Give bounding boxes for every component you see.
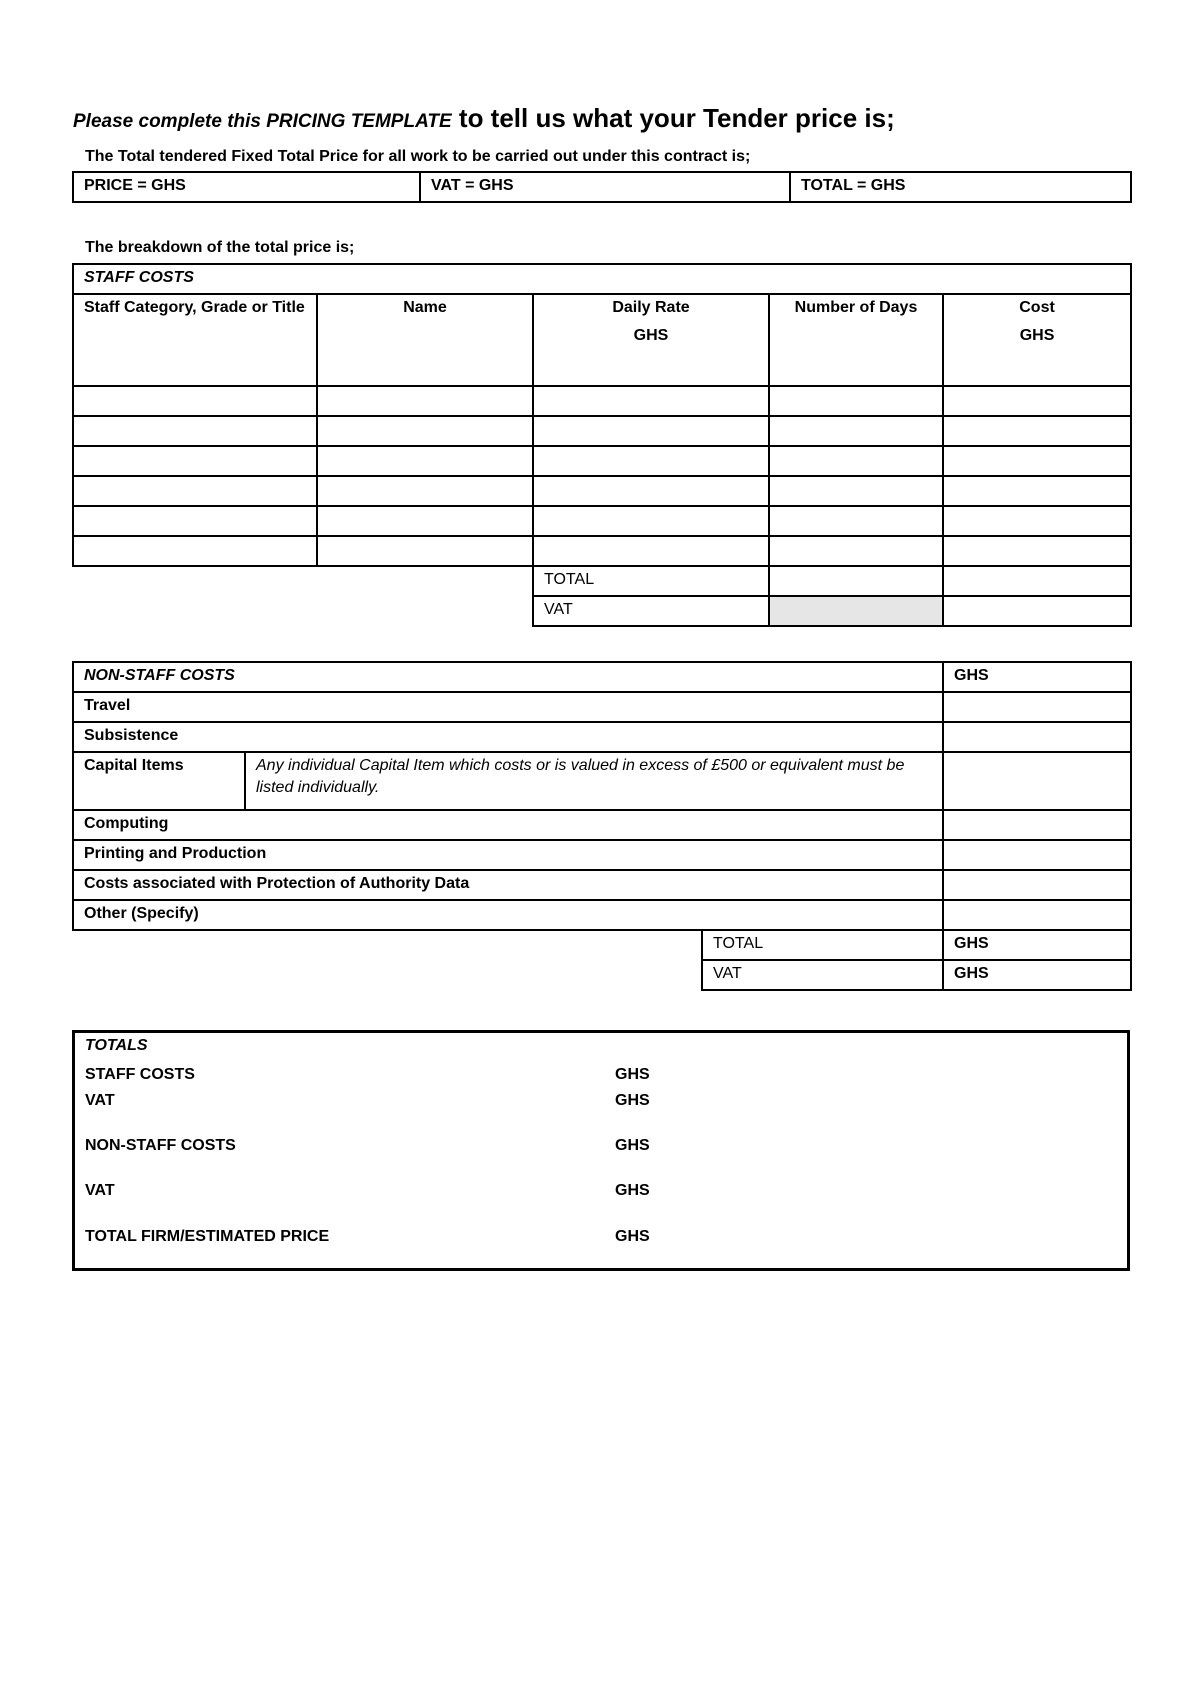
computing-label: Computing (73, 810, 943, 840)
price-field[interactable]: PRICE = GHS (73, 172, 420, 202)
totals-staff-costs-label: STAFF COSTS (85, 1066, 195, 1083)
totals-vat2-label: VAT (85, 1182, 115, 1199)
non-staff-vat-label: VAT (702, 960, 943, 990)
staff-cell-category[interactable] (73, 446, 317, 476)
staff-total-cost[interactable] (943, 566, 1131, 596)
staff-cell-cost[interactable] (943, 386, 1131, 416)
staff-row (73, 506, 1131, 536)
staff-cell-name[interactable] (317, 416, 533, 446)
staff-cell-rate[interactable] (533, 506, 769, 536)
staff-cell-rate[interactable] (533, 536, 769, 566)
staff-cell-cost[interactable] (943, 506, 1131, 536)
totals-non-staff-label: NON-STAFF COSTS (85, 1137, 236, 1154)
staff-cell-name[interactable] (317, 476, 533, 506)
staff-row (73, 536, 1131, 566)
staff-cell-name[interactable] (317, 536, 533, 566)
staff-cell-days[interactable] (769, 386, 943, 416)
staff-cell-rate[interactable] (533, 476, 769, 506)
data-protection-value[interactable] (943, 870, 1131, 900)
totals-non-staff-value[interactable]: GHS (615, 1137, 650, 1154)
staff-cell-category[interactable] (73, 476, 317, 506)
header-cost (943, 294, 1131, 386)
capital-items-value[interactable] (943, 752, 1131, 810)
staff-cell-category[interactable] (73, 416, 317, 446)
staff-vat-cost[interactable] (943, 596, 1131, 626)
vat-field[interactable]: VAT = GHS (420, 172, 790, 202)
totals-firm-price-value[interactable]: GHS (615, 1228, 650, 1245)
staff-cell-cost[interactable] (943, 416, 1131, 446)
staff-cell-cost[interactable] (943, 536, 1131, 566)
staff-cell-cost[interactable] (943, 476, 1131, 506)
cost-label: Cost (1019, 299, 1055, 316)
heading-italic: Please complete this PRICING TEMPLATE (73, 111, 452, 132)
staff-vat-shaded-cell (769, 596, 943, 626)
staff-total-days[interactable] (769, 566, 943, 596)
staff-cell-name[interactable] (317, 446, 533, 476)
subsistence-label: Subsistence (73, 722, 943, 752)
printing-value[interactable] (943, 840, 1131, 870)
other-value[interactable] (943, 900, 1131, 930)
totals-vat1-label: VAT (85, 1092, 115, 1109)
header-name: Name (317, 294, 533, 386)
non-staff-costs-table (72, 661, 1132, 991)
staff-total-label: TOTAL (533, 566, 769, 596)
subsistence-value[interactable] (943, 722, 1131, 752)
staff-cell-category[interactable] (73, 386, 317, 416)
data-protection-label: Costs associated with Protection of Authority Data (73, 870, 943, 900)
capital-items-label: Capital Items (73, 752, 245, 810)
header-category: Staff Category, Grade or Title (73, 294, 317, 386)
staff-cell-days[interactable] (769, 416, 943, 446)
daily-rate-unit: GHS (633, 327, 669, 344)
header-daily-rate (533, 294, 769, 386)
non-staff-vat-value[interactable]: GHS (943, 960, 1131, 990)
heading-main: to tell us what your Tender price is; (451, 103, 895, 133)
staff-cell-days[interactable] (769, 446, 943, 476)
staff-cell-category[interactable] (73, 506, 317, 536)
staff-cell-rate[interactable] (533, 386, 769, 416)
non-staff-title: NON-STAFF COSTS (73, 662, 943, 692)
staff-cell-rate[interactable] (533, 446, 769, 476)
breakdown-text: The breakdown of the total price is; (85, 239, 355, 256)
staff-costs-table (72, 263, 1132, 627)
printing-label: Printing and Production (73, 840, 943, 870)
staff-row (73, 446, 1131, 476)
intro-text: The Total tendered Fixed Total Price for all work to be carried out under this contract is; (85, 148, 751, 165)
total-field[interactable]: TOTAL = GHS (790, 172, 1131, 202)
cost-unit: GHS (1019, 327, 1055, 344)
price-summary-table (72, 171, 1132, 203)
totals-staff-costs-value[interactable]: GHS (615, 1066, 650, 1083)
travel-label: Travel (73, 692, 943, 722)
staff-cell-name[interactable] (317, 506, 533, 536)
staff-cell-rate[interactable] (533, 416, 769, 446)
daily-rate-label: Daily Rate (612, 299, 690, 316)
non-staff-currency: GHS (943, 662, 1131, 692)
staff-cell-days[interactable] (769, 536, 943, 566)
totals-box (72, 1030, 1130, 1271)
travel-value[interactable] (943, 692, 1131, 722)
page-heading (73, 103, 895, 134)
non-staff-total-value[interactable]: GHS (943, 930, 1131, 960)
staff-row (73, 416, 1131, 446)
staff-cell-days[interactable] (769, 476, 943, 506)
totals-vat1-value[interactable]: GHS (615, 1092, 650, 1109)
staff-cell-cost[interactable] (943, 446, 1131, 476)
other-label: Other (Specify) (73, 900, 943, 930)
staff-vat-label: VAT (533, 596, 769, 626)
staff-cell-name[interactable] (317, 386, 533, 416)
staff-cell-category[interactable] (73, 536, 317, 566)
computing-value[interactable] (943, 810, 1131, 840)
totals-firm-price-label: TOTAL FIRM/ESTIMATED PRICE (85, 1228, 330, 1245)
totals-title: TOTALS (85, 1037, 148, 1054)
totals-vat2-value[interactable]: GHS (615, 1182, 650, 1199)
staff-costs-title: STAFF COSTS (73, 264, 1131, 294)
non-staff-total-label: TOTAL (702, 930, 943, 960)
staff-row (73, 476, 1131, 506)
capital-items-note: Any individual Capital Item which costs or is valued in excess of £500 or equivalent must be listed individually. (245, 752, 943, 810)
header-days: Number of Days (769, 294, 943, 386)
staff-row (73, 386, 1131, 416)
staff-cell-days[interactable] (769, 506, 943, 536)
